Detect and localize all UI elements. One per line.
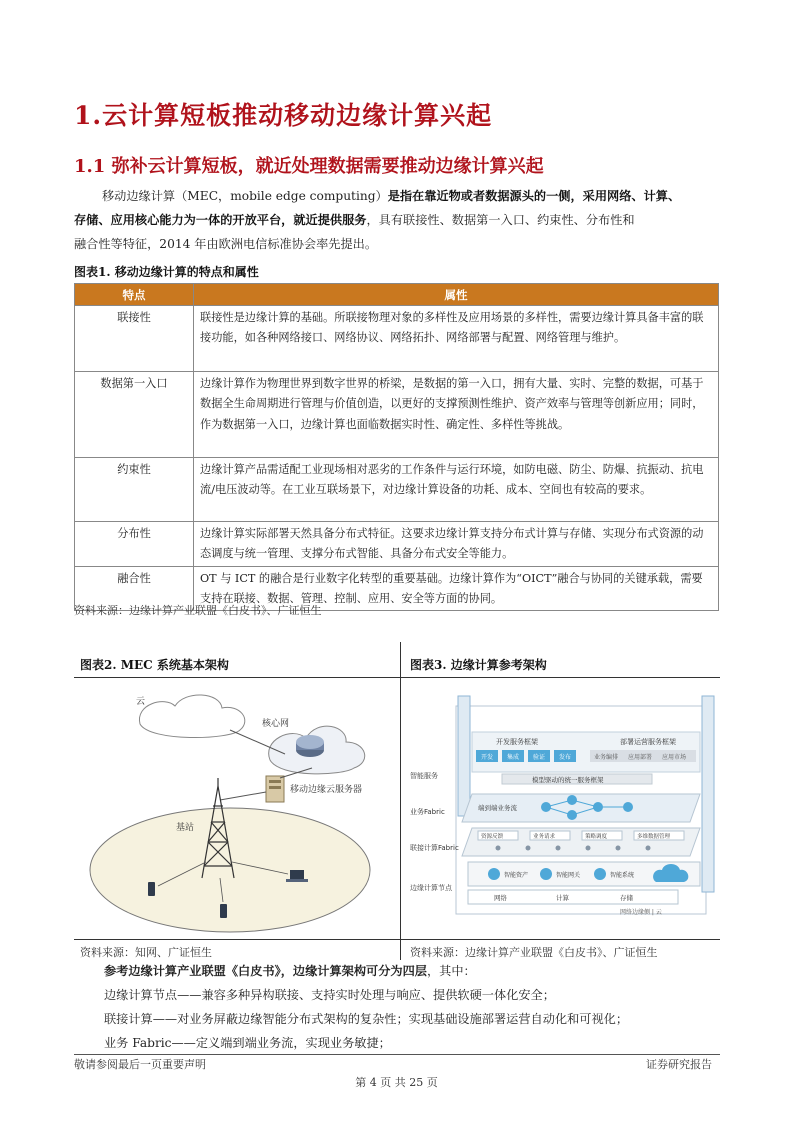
attribute-cell: 边缘计算作为物理世界到数字世界的桥梁，是数据的第一入口，拥有大量、实时、完整的数据，可基于数据全生命周期进行管理与价值创造，以更好的支撑预测性维护、资产效率与管理等创新应用；同时，作为数据第一入口，边缘计算也面临数据实时性、确定性、多样性等挑战。	[194, 372, 719, 458]
intro-line1-bold: 是指在靠近物或者数据源头的一侧，采用网络、计算、	[387, 189, 681, 203]
layers-intro-plain: ，其中：	[426, 964, 476, 978]
intro-paragraph	[74, 184, 720, 256]
table1-caption: 图表1. 移动边缘计算的特点和属性	[74, 265, 259, 279]
resource-label: 存储	[620, 894, 633, 902]
label-smart-service: 智能服务	[410, 772, 438, 780]
table-row	[75, 372, 719, 458]
smart-gateway-icon	[540, 868, 552, 880]
label-e2e-flow: 端到端业务流	[478, 804, 517, 812]
header-attribute: 属性	[194, 284, 719, 306]
fabric-item-label: 多维数据管理	[637, 834, 671, 840]
label-model-driven: 模型驱动的统一服务框架	[532, 776, 604, 784]
label-cc-fabric: 联接计算Fabric	[410, 844, 459, 852]
fig2-caption: 图表2. MEC 系统基本架构	[80, 658, 229, 672]
fabric-item-label: 资源反馈	[481, 834, 504, 840]
fabric-item-label: 业务请求	[533, 834, 556, 840]
label-core-network: 核心网	[262, 719, 290, 729]
deploy-step-label: 应用部署	[628, 754, 653, 761]
feature-cell: 分布性	[75, 522, 194, 567]
label-dev-framework: 开发服务框架	[496, 738, 538, 746]
features-table	[74, 283, 719, 611]
deploy-step-label: 应用市场	[662, 754, 687, 761]
layer-item: 联接计算——对业务屏蔽边缘智能分布式架构的复杂性；实现基础设施部署运营自动化和可视化；	[104, 1012, 629, 1026]
server-icon	[266, 776, 284, 802]
layers-intro-bold: 参考边缘计算产业联盟《白皮书》，边缘计算架构可分为四层	[104, 964, 427, 978]
top-cloud-icon	[139, 695, 244, 738]
table-header-row	[75, 284, 719, 306]
dev-step-label: 集成	[507, 754, 520, 761]
header-feature: 特点	[75, 284, 194, 306]
layers-intro	[104, 962, 476, 979]
node-item-label: 智能网关	[556, 872, 581, 879]
attribute-cell: 边缘计算产品需适配工业现场相对恶劣的工作条件与运行环境，如防电磁、防尘、防爆、抗振动、抗电流/电压波动等。在工业互联场景下，对边缘计算设备的功耗、成本、空间也有较高的要求。	[194, 458, 719, 522]
label-cloud: 云	[136, 697, 146, 707]
phone-icon-left	[148, 882, 155, 896]
coverage-area	[90, 808, 370, 932]
table-row	[75, 458, 719, 522]
table-row	[75, 306, 719, 372]
footer-disclaimer: 敬请参阅最后一页重要声明	[74, 1058, 206, 1071]
label-edge-server: 移动边缘云服务器	[290, 785, 363, 795]
label-business-fabric: 业务Fabric	[410, 808, 445, 816]
dev-step-label: 发布	[559, 754, 572, 761]
feature-cell: 约束性	[75, 458, 194, 522]
intro-line2-plain: ，具有联接性、数据第一入口、约束性、分布性和	[366, 213, 635, 227]
edge-reference-architecture-diagram	[406, 682, 718, 936]
label-base-station: 基站	[176, 823, 195, 833]
link-server-bs	[220, 792, 266, 800]
attribute-cell: OT 与 ICT 的融合是行业数字化转型的重要基础。边缘计算作为“OICT”融合与协同的关键承载，需要支持在联接、数据、管理、控制、应用、安全等方面的协同。	[194, 566, 719, 611]
subsection-heading: 1.1 弥补云计算短板，就近处理数据需要推动边缘计算兴起	[74, 156, 544, 177]
section-heading: 1.云计算短板推动移动边缘计算兴起	[74, 101, 493, 130]
intro-line3: 融合性等特征，2014 年由欧洲电信标准协会率先提出。	[74, 237, 378, 251]
footer-rule	[74, 1054, 720, 1055]
fabric-item-label: 策略调度	[585, 834, 608, 840]
intro-line1-plain: 移动边缘计算（MEC，mobile edge computing）	[102, 189, 388, 203]
label-edge-cloud: 网络边缘侧 | 云	[620, 909, 662, 916]
figure-bottom-rule	[74, 939, 720, 940]
fig2-source: 资料来源：知网、广证恒生	[80, 946, 212, 959]
feature-cell: 数据第一入口	[75, 372, 194, 458]
feature-cell: 融合性	[75, 566, 194, 611]
node-item-label: 智能系统	[610, 872, 635, 879]
dev-step-label: 开发	[481, 754, 494, 761]
deploy-step-label: 业务编排	[594, 754, 619, 761]
router-icon	[296, 735, 324, 757]
table-row	[75, 522, 719, 567]
table1-source: 资料来源：边缘计算产业联盟《白皮书》、广证恒生	[74, 604, 322, 617]
page-number: 第 4 页 共 25 页	[355, 1076, 438, 1089]
node-item-label: 智能资产	[504, 872, 529, 879]
layer-item: 业务 Fabric——定义端到端业务流，实现业务敏捷；	[104, 1036, 391, 1050]
attribute-cell: 边缘计算实际部署天然具备分布式特征。这要求边缘计算支持分布式计算与存储、实现分布式资源的动态调度与统一管理、支撑分布式智能、具备分布式安全等能力。	[194, 522, 719, 567]
layer-item: 边缘计算节点——兼容多种异构联接、支持实时处理与响应、提供软硬一体化安全；	[104, 988, 555, 1002]
fig3-caption: 图表3. 边缘计算参考架构	[410, 658, 547, 672]
smart-system-icon	[594, 868, 606, 880]
dev-step-label: 验证	[533, 754, 546, 761]
attribute-cell: 联接性是边缘计算的基础。所联接物理对象的多样性及应用场景的多样性，需要边缘计算具备丰富的联接功能，如各种网络接口、网络协议、网络拓扑、网络部署与配置、网络管理与维护。	[194, 306, 719, 372]
resource-label: 网络	[494, 894, 507, 902]
phone-icon-center	[220, 904, 227, 918]
intro-line2-bold: 存储、应用核心能力为一体的开放平台，就近提供服务	[74, 213, 367, 227]
smart-asset-icon	[488, 868, 500, 880]
label-edge-node: 边缘计算节点	[410, 884, 452, 892]
footer-report-type: 证券研究报告	[646, 1058, 712, 1071]
figure-divider	[400, 642, 401, 960]
feature-cell: 联接性	[75, 306, 194, 372]
label-deploy-framework: 部署运营服务框架	[620, 738, 676, 746]
resource-label: 计算	[556, 894, 569, 902]
security-pillar	[702, 696, 714, 892]
fig3-source: 资料来源：边缘计算产业联盟《白皮书》、广证恒生	[410, 946, 658, 959]
mec-architecture-diagram	[80, 682, 395, 936]
figure-top-rule	[74, 677, 720, 678]
management-pillar	[458, 696, 470, 816]
